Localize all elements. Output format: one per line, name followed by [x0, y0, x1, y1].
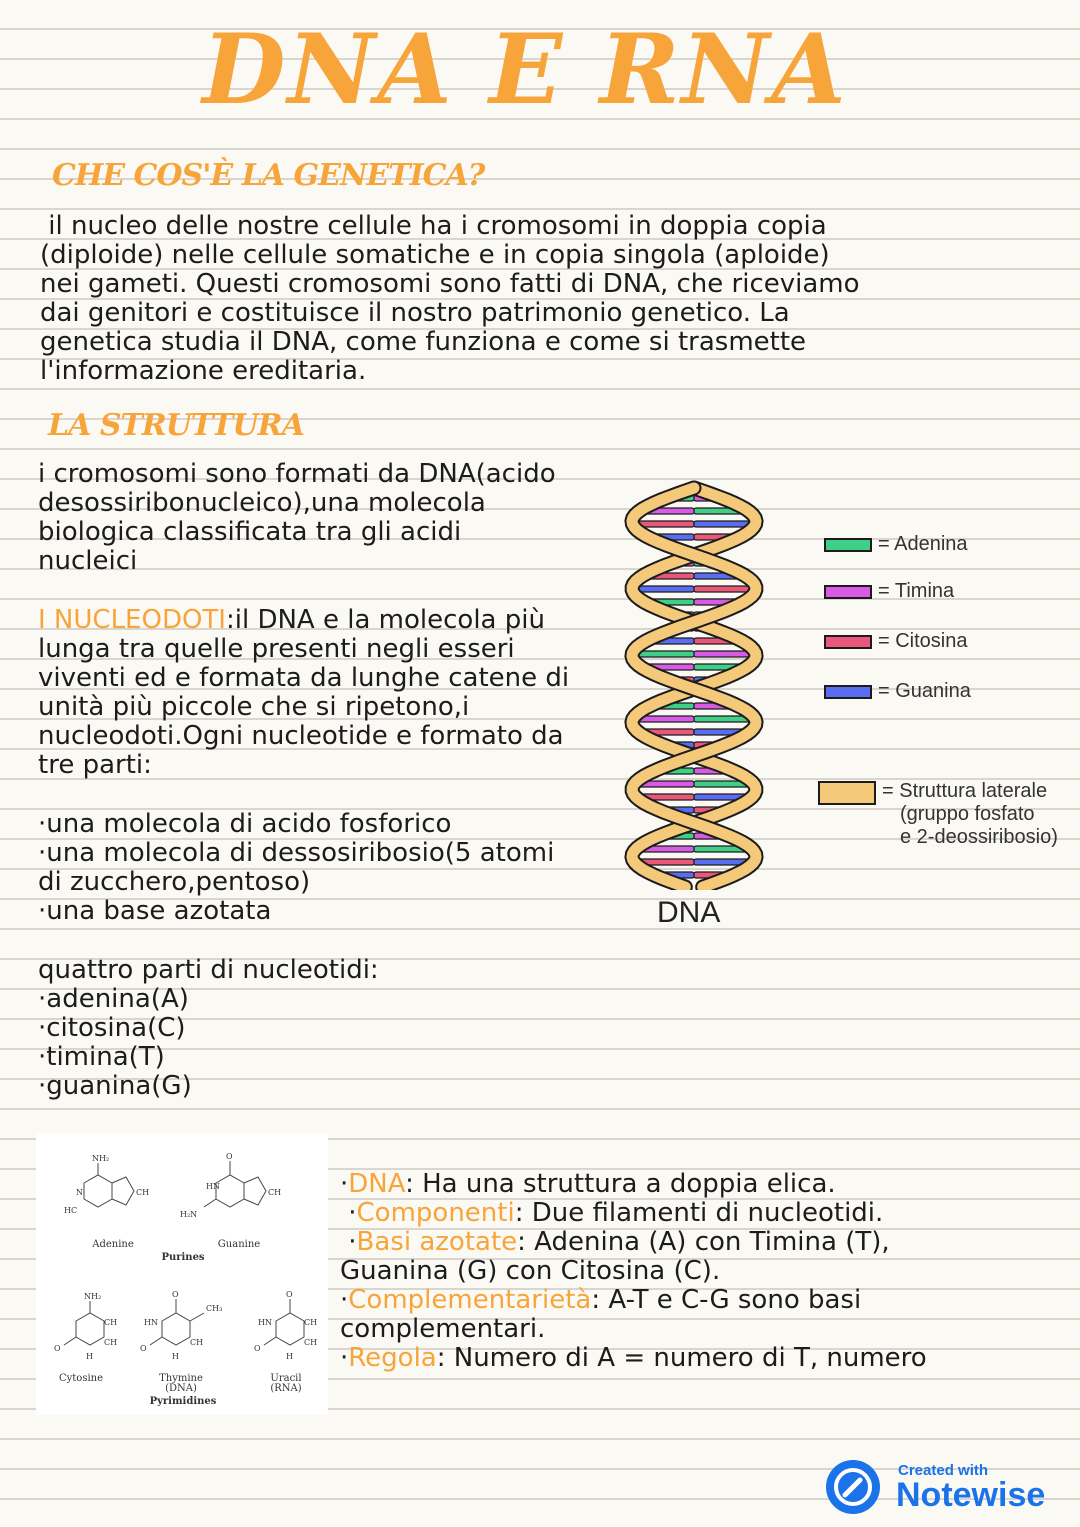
svg-text:CH: CH — [304, 1338, 318, 1347]
section-heading-structure: LA STRUTTURA — [48, 408, 304, 443]
base-pair-rung — [694, 716, 750, 722]
svg-text:O: O — [286, 1290, 293, 1299]
svg-text:H: H — [172, 1352, 179, 1361]
bullet: · — [340, 1169, 349, 1199]
text-line: nucleici — [38, 546, 138, 576]
summary-line — [340, 1315, 1060, 1344]
brand-name: Notewise — [896, 1476, 1046, 1514]
summary-text: : Ha una struttura a doppia elica. — [405, 1169, 836, 1199]
text-line: genetica studia il DNA, come funziona e come si trasmette — [40, 327, 807, 357]
base-pair-rung — [637, 521, 694, 527]
dna-caption: DNA — [657, 896, 721, 929]
adenine-label: Adenine — [92, 1239, 134, 1250]
svg-text:CH₃: CH₃ — [206, 1304, 223, 1313]
thymine-label: Thymine — [159, 1373, 203, 1384]
notewise-badge[interactable] — [826, 1460, 1066, 1516]
text-line: viventi ed e formata da lunghe catene di — [38, 663, 570, 693]
list-item: ·una molecola di acido fosforico — [38, 809, 452, 839]
text-line: biologica classificata tra gli acidi — [38, 517, 462, 547]
guanina-swatch — [824, 685, 872, 699]
list-item: ·guanina(G) — [38, 1071, 192, 1101]
svg-text:HN: HN — [258, 1318, 272, 1327]
legend-timina — [824, 580, 954, 603]
text-line: desossiribonucleico),una molecola — [38, 488, 486, 518]
thymine-sub-label: (DNA) — [165, 1383, 197, 1394]
text-line: nucleodoti.Ogni nucleotide e formato da — [38, 721, 564, 751]
text-line — [38, 606, 569, 635]
guanine-label: Guanine — [217, 1239, 261, 1250]
pencil-icon — [826, 1460, 880, 1514]
legend-sublabel: (gruppo fosfato — [900, 803, 1035, 825]
legend-citosina — [824, 630, 968, 653]
legend-guanina — [824, 680, 971, 703]
base-pair-rung — [694, 521, 751, 527]
backbone-text — [882, 780, 1058, 849]
svg-text:CH: CH — [304, 1318, 318, 1327]
summary-text: Guanina (G) con Citosina (C). — [340, 1256, 721, 1286]
brand-small-text: Created with — [898, 1462, 989, 1479]
structure-intro — [38, 460, 556, 576]
text-line: il nucleo delle nostre cellule ha i cromosomi in doppia copia — [40, 211, 827, 241]
bullet: · — [340, 1198, 357, 1228]
summary-text: : Due filamenti di nucleotidi. — [514, 1198, 884, 1228]
svg-text:O: O — [226, 1152, 233, 1161]
svg-text:NH₂: NH₂ — [84, 1292, 102, 1301]
summary-text: : Numero di A = numero di T, numero — [436, 1343, 927, 1373]
text-line: unità più piccole che si ripetono,i — [38, 692, 470, 722]
legend-backbone — [818, 780, 1058, 849]
summary-key: Regola — [348, 1343, 437, 1373]
summary-key: Componenti — [356, 1198, 515, 1228]
svg-text:H: H — [286, 1352, 293, 1361]
svg-text:O: O — [140, 1344, 147, 1353]
summary-line — [340, 1286, 1060, 1315]
svg-text:CH: CH — [104, 1338, 118, 1347]
svg-text:H₂N: H₂N — [180, 1210, 198, 1219]
legend-adenina — [824, 533, 968, 556]
uracil-label: Uracil — [270, 1373, 302, 1384]
text-line: tre parti: — [38, 750, 152, 780]
page-title: DNA E RNA — [202, 13, 848, 126]
summary-text: : A-T e C-G sono basi — [591, 1285, 862, 1315]
svg-text:HN: HN — [206, 1182, 220, 1191]
nucleotides-paragraph — [38, 606, 569, 780]
list-item: ·timina(T) — [38, 1042, 165, 1072]
bases-list — [38, 956, 379, 1101]
list-item: ·una base azotata — [38, 896, 272, 926]
base-pair-rung — [637, 586, 694, 592]
list-item: di zucchero,pentoso) — [38, 867, 311, 897]
svg-text:CH: CH — [136, 1188, 150, 1197]
summary-key: Complementarietà — [348, 1285, 592, 1315]
backbone-swatch — [818, 781, 876, 805]
legend-label: = Struttura laterale — [882, 780, 1048, 802]
nucleotides-text: :il DNA e la molecola più — [225, 605, 545, 635]
svg-text:CH: CH — [190, 1338, 204, 1347]
summary-line — [340, 1228, 1060, 1257]
text-line: (diploide) nelle cellule somatiche e in copia singola (aploide) — [40, 240, 830, 270]
text-line: nei gameti. Questi cromosomi sono fatti di DNA, che riceviamo — [40, 269, 860, 299]
legend-label: = Timina — [878, 580, 955, 602]
svg-text:H: H — [86, 1352, 93, 1361]
text-line: dai genitori e costituisce il nostro patrimonio genetico. La — [40, 298, 790, 328]
list-item: ·citosina(C) — [38, 1013, 186, 1043]
summary-text: : Adenina (A) con Timina (T), — [517, 1227, 890, 1257]
summary-key: Basi azotate — [356, 1227, 518, 1257]
dna-helix-illustration — [612, 480, 782, 890]
base-pair-rung — [694, 651, 751, 657]
nucleotides-keyword: I NUCLEODOTI — [38, 605, 226, 635]
purines-label: Purines — [161, 1252, 205, 1263]
summary-key: DNA — [348, 1169, 406, 1199]
list-item: ·una molecola di dessosiribosio(5 atomi — [38, 838, 555, 868]
svg-text:HN: HN — [144, 1318, 158, 1327]
summary-line — [340, 1257, 1060, 1286]
svg-text:CH: CH — [104, 1318, 118, 1327]
dna-summary — [340, 1170, 1060, 1373]
legend-label: = Adenina — [878, 533, 968, 555]
text-line: l'informazione ereditaria. — [40, 356, 367, 386]
list-heading: quattro parti di nucleotidi: — [38, 955, 379, 985]
bullet: · — [340, 1285, 349, 1315]
svg-text:O: O — [54, 1344, 61, 1353]
base-pair-rung — [638, 716, 694, 722]
base-pair-rung — [694, 586, 751, 592]
summary-line — [340, 1170, 1060, 1199]
svg-text:HC: HC — [64, 1206, 78, 1215]
timina-swatch — [824, 585, 872, 599]
cytosine-label: Cytosine — [58, 1373, 104, 1384]
summary-text: complementari. — [340, 1314, 546, 1344]
bullet: · — [340, 1227, 357, 1257]
svg-text:CH: CH — [268, 1188, 282, 1197]
svg-text:O: O — [172, 1290, 179, 1299]
svg-text:O: O — [254, 1344, 261, 1353]
base-pair-rung — [637, 651, 694, 657]
genetics-paragraph — [40, 212, 860, 386]
section-heading-genetics: CHE COS'È LA GENETICA? — [52, 158, 485, 193]
summary-line — [340, 1199, 1060, 1228]
bullet: · — [340, 1343, 349, 1373]
summary-line — [340, 1344, 1060, 1373]
citosina-swatch — [824, 635, 872, 649]
text-line: i cromosomi sono formati da DNA(acido — [38, 459, 556, 489]
nitrogenous-bases-structures — [36, 1133, 328, 1415]
legend-label: = Guanina — [878, 680, 971, 702]
svg-text:N: N — [76, 1188, 83, 1197]
pyrimidines-label: Pyrimidines — [149, 1396, 217, 1407]
adenina-swatch — [824, 538, 872, 552]
list-item: ·adenina(A) — [38, 984, 189, 1014]
svg-text:NH₂: NH₂ — [92, 1154, 110, 1163]
text-line: lunga tra quelle presenti negli esseri — [38, 634, 515, 664]
uracil-sub-label: (RNA) — [270, 1383, 302, 1394]
legend-label: = Citosina — [878, 630, 968, 652]
nucleotide-parts-list — [38, 810, 554, 926]
legend-sublabel: e 2-deossiribosio) — [900, 826, 1058, 848]
